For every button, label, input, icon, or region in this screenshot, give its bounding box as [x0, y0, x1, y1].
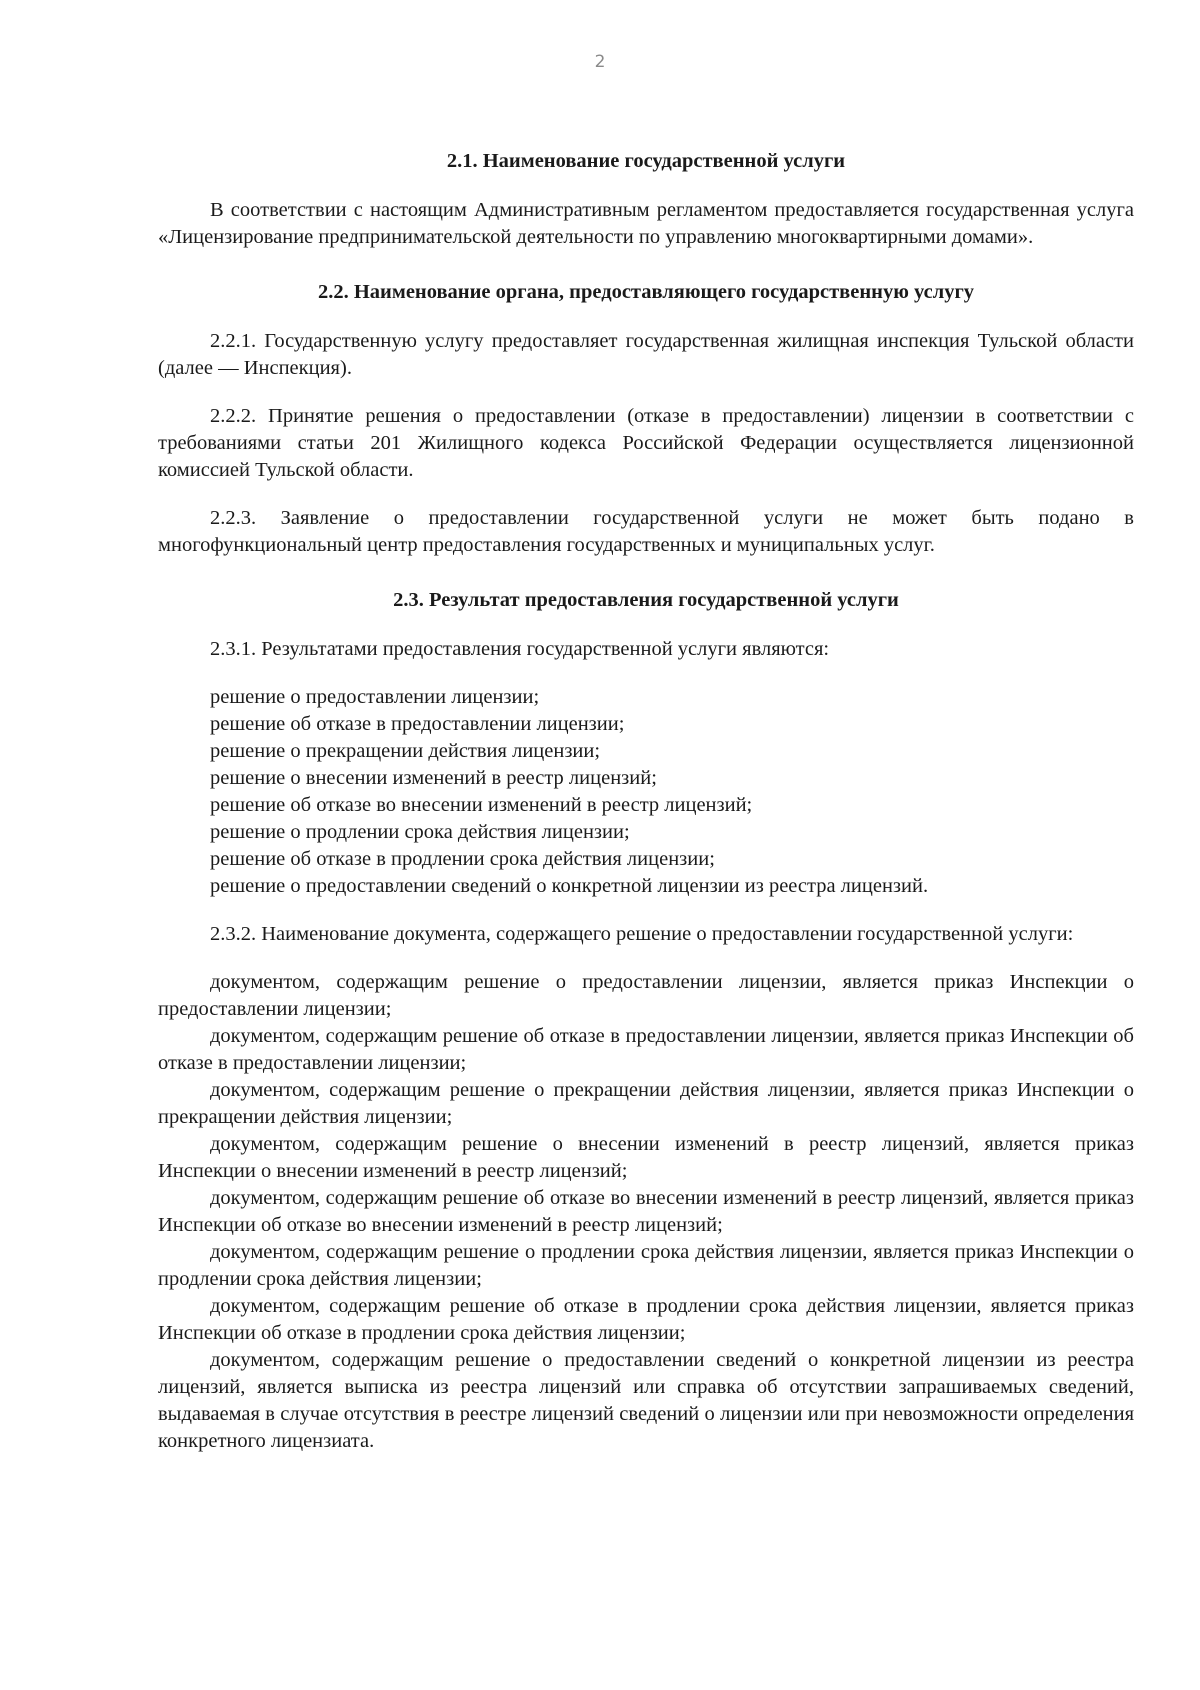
paragraph-2-2-2: 2.2.2. Принятие решения о предоставлении (отказе в предоставлении) лицензии в соответствии с требованиями статьи 201 Жилищного кодекса Российской Федерации осуществляется лицензионной комиссией Тульской области.: [158, 405, 1134, 481]
list-item: документом, содержащим решение о внесении изменений в реестр лицензий, является приказ Инспекции о внесении изменений в реестр лицензий;: [158, 1133, 1134, 1182]
list-item: документом, содержащим решение о предоставлении сведений о конкретной лицензии из реестра лицензий, является выписка из реестра лицензий или справка об отсутствии запрашиваемых сведений, выдаваемая в случае отсутствия в реестре лицензий сведений о лицензии или при невозможности определения конкретного лицензиата.: [158, 1349, 1134, 1452]
document-body: [158, 148, 1134, 1455]
list-item: документом, содержащим решение об отказе в предоставлении лицензии, является приказ Инспекции об отказе в предоставлении лицензии;: [158, 1025, 1134, 1074]
results-list: [158, 684, 1134, 900]
list-item: документом, содержащим решение о предоставлении лицензии, является приказ Инспекции о предоставлении лицензии;: [158, 971, 1134, 1020]
paragraph-2-3-1: 2.3.1. Результатами предоставления государственной услуги являются:: [210, 638, 830, 660]
paragraph-2-3-2: 2.3.2. Наименование документа, содержащего решение о предоставлении государственной услуги:: [210, 923, 1074, 945]
list-item: документом, содержащим решение о прекращении действия лицензии, является приказ Инспекции о прекращении действия лицензии;: [158, 1079, 1134, 1128]
list-item: решение о предоставлении сведений о конкретной лицензии из реестра лицензий.: [210, 875, 929, 897]
list-item: решение о внесении изменений в реестр лицензий;: [210, 767, 657, 789]
section-heading-2-2: 2.2. Наименование органа, предоставляющего государственную услугу: [317, 281, 975, 303]
list-item: решение об отказе в предоставлении лицензии;: [210, 713, 625, 735]
paragraph-2-1: В соответствии с настоящим Административным регламентом предоставляется государственная услуга «Лицензирование предпринимательской деятельности по управлению многоквартирными домами».: [158, 199, 1134, 248]
list-item: документом, содержащим решение об отказе в продлении срока действия лицензии, является приказ Инспекции об отказе в продлении срока действия лицензии;: [158, 1295, 1134, 1344]
list-item: решение об отказе в продлении срока действия лицензии;: [210, 848, 715, 870]
documents-list: [158, 969, 1134, 1455]
section-heading-2-1: 2.1. Наименование государственной услуги: [446, 150, 846, 172]
page-number: 2: [594, 52, 606, 72]
list-item: решение о прекращении действия лицензии;: [210, 740, 601, 762]
list-item: решение о предоставлении лицензии;: [210, 686, 540, 708]
list-item: решение об отказе во внесении изменений в реестр лицензий;: [210, 794, 753, 816]
list-item: документом, содержащим решение об отказе во внесении изменений в реестр лицензий, является приказ Инспекции об отказе во внесении изменений в реестр лицензий;: [158, 1187, 1134, 1236]
list-item: документом, содержащим решение о продлении срока действия лицензии, является приказ Инспекции о продлении срока действия лицензии;: [158, 1241, 1134, 1290]
section-heading-2-3: 2.3. Результат предоставления государственной услуги: [393, 589, 899, 611]
paragraph-2-2-1: 2.2.1. Государственную услугу предоставляет государственная жилищная инспекция Тульской области (далее — Инспекция).: [158, 330, 1134, 379]
list-item: решение о продлении срока действия лицензии;: [210, 821, 630, 843]
paragraph-2-2-3: 2.2.3. Заявление о предоставлении государственной услуги не может быть подано в многофункциональный центр предоставления государственных и муниципальных услуг.: [158, 507, 1134, 556]
